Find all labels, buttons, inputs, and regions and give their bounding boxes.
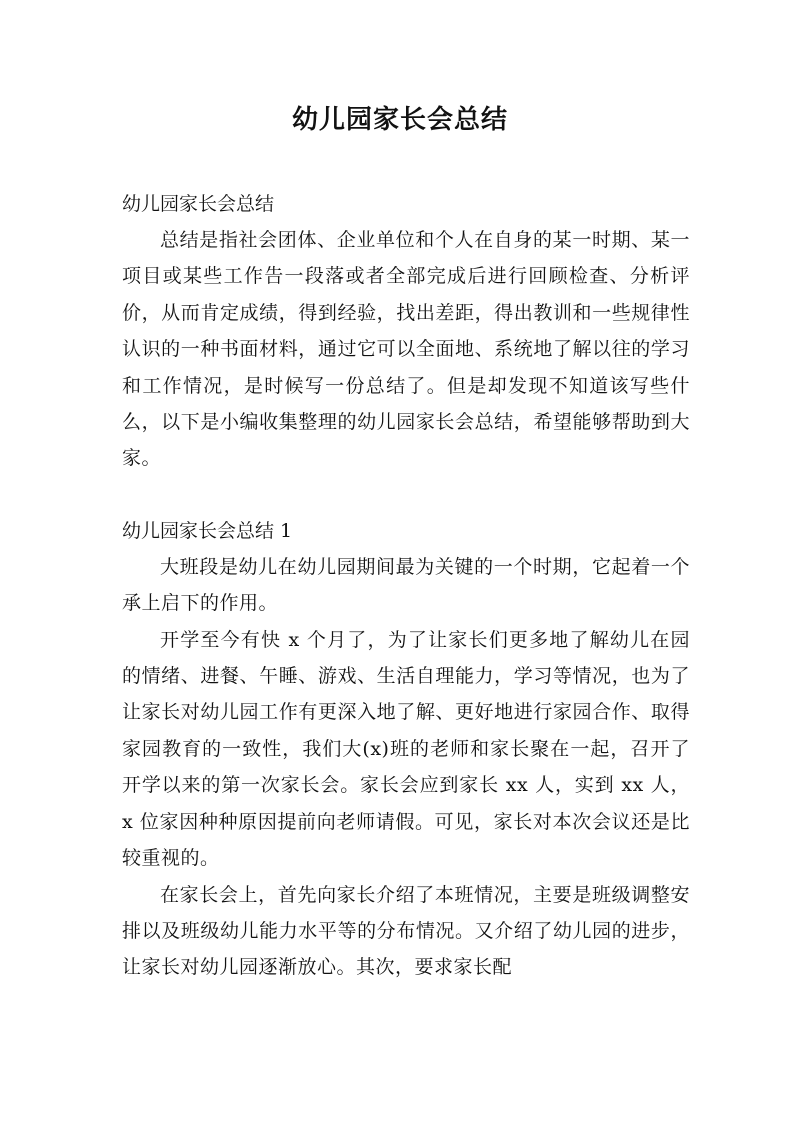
document-title: 幼儿园家长会总结 — [291, 105, 508, 135]
section-1-heading: 幼儿园家长会总结 1 — [122, 519, 293, 542]
document-body — [122, 186, 690, 986]
section-1-paragraph-3: 在家长会上，首先向家长介绍了本班情况，主要是班级调整安排以及班级幼儿能力水平等的分布情况。又介绍了幼儿园的进步，让家长对幼儿园逐渐放心。其次，要求家长配 — [122, 883, 690, 979]
section-1-paragraph-2: 开学至今有快 x 个月了，为了让家长们更多地了解幼儿在园的情绪、进餐、午睡、游戏、生活自理能力，学习等情况，也为了让家长对幼儿园工作有更深入地了解、更好地进行家园合作、取得家园教育的一致性，我们大(x)班的老师和家长聚在一起，召开了开学以来的第一次家长会。家长会应到家长 xx 人，实到 xx 人，x 位家因种种原因提前向老师请假。可见，家长对本次会议还是比较重视的。 — [122, 628, 690, 870]
intro-paragraph: 总结是指社会团体、企业单位和个人在自身的某一时期、某一项目或某些工作告一段落或者全部完成后进行回顾检查、分析评价，从而肯定成绩，得到经验，找出差距，得出教训和一些规律性认识的一种书面材料，通过它可以全面地、系统地了解以往的学习和工作情况，是时候写一份总结了。但是却发现不知道该写些什么，以下是小编收集整理的幼儿园家长会总结，希望能够帮助到大家。 — [122, 229, 690, 470]
section-spacer — [122, 477, 690, 513]
section-1-paragraph-1: 大班段是幼儿在幼儿园期间最为关键的一个时期，它起着一个承上启下的作用。 — [122, 555, 690, 615]
intro-heading: 幼儿园家长会总结 — [122, 193, 275, 215]
